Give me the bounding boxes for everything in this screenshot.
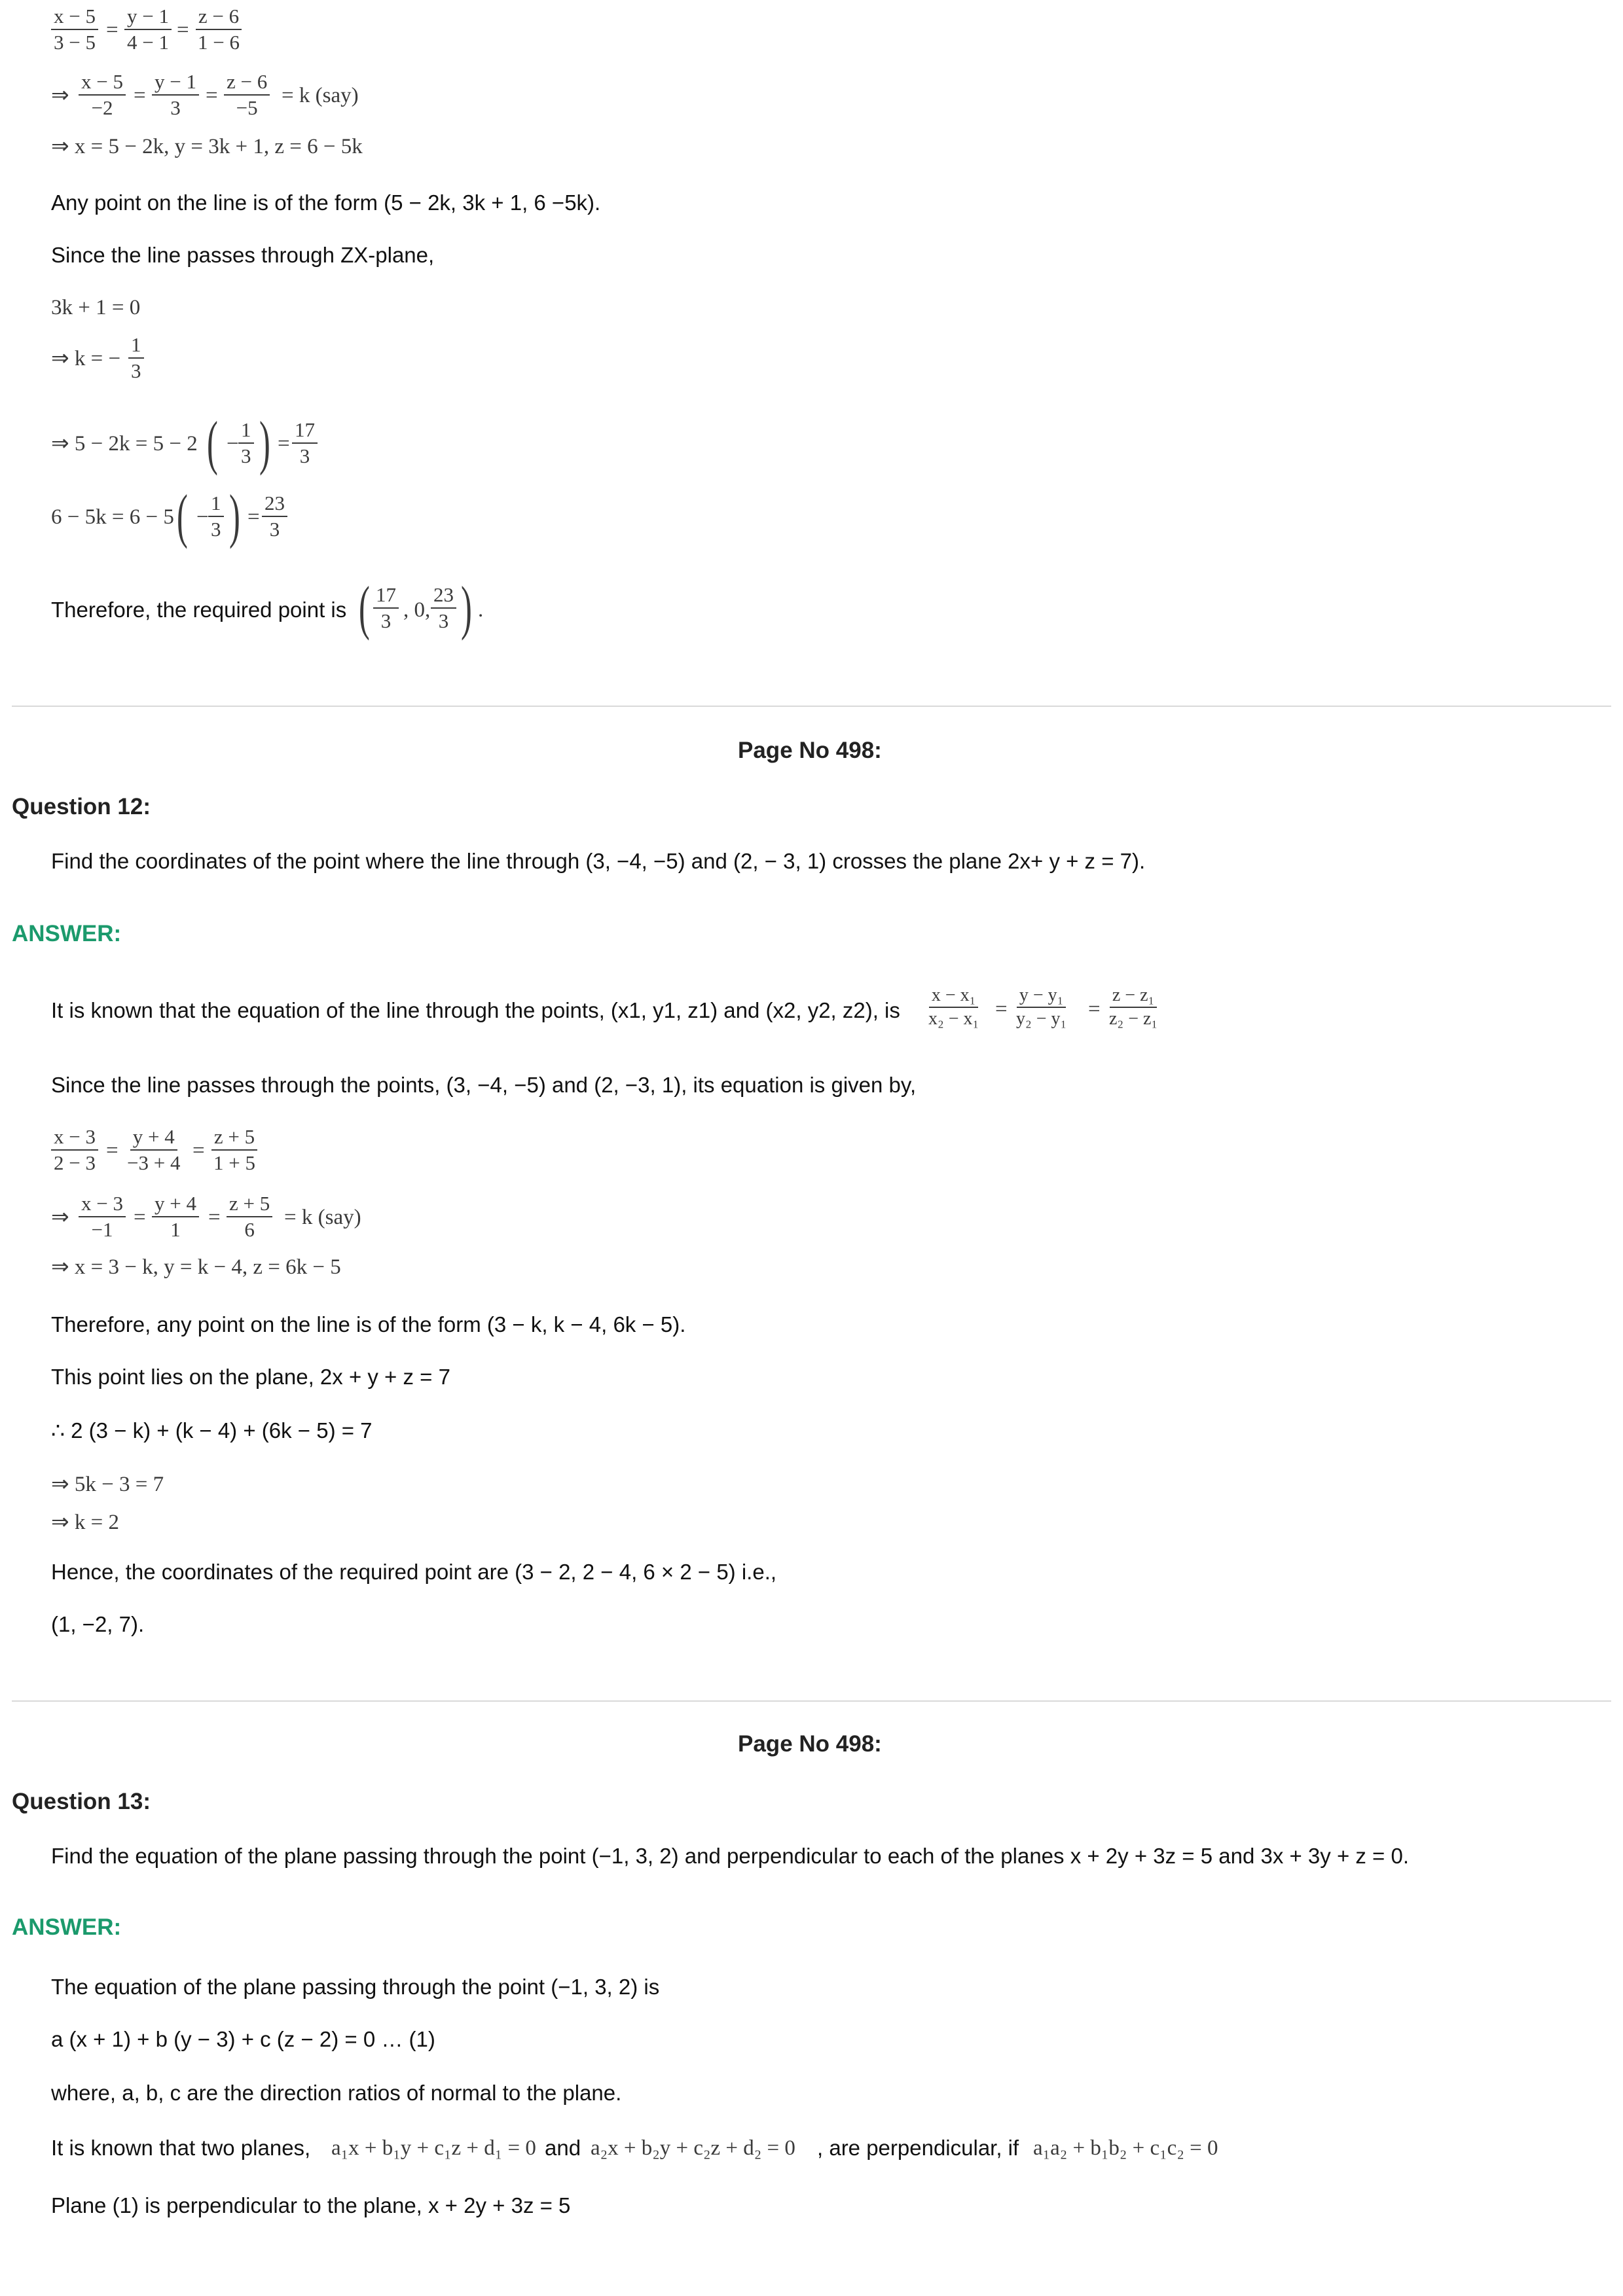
result-text: (1, −2, 7).: [51, 1612, 145, 1636]
fraction: $\frac{x - 5}{-2}$: [79, 69, 126, 120]
fraction: $\frac{y - 1}{4 - 1}$: [124, 4, 172, 55]
plane-equation-text: The equation of the plane passing through the point (−1, 3, 2) is: [51, 1975, 660, 1999]
question-13-text: Find the equation of the plane passing through the point (−1, 3, 2) and perpendicular to each of the planes x + 2y + 3z = 5 and 3x + 3y + z = 0.: [51, 1844, 1410, 1868]
any-point-text: Any point on the line is of the form (5 − 2k, 3k + 1, 6 −5k).: [51, 190, 601, 215]
step-equation-1: ⇒ 5k − 3 = 7: [51, 1473, 164, 1496]
fraction: $\frac{1}{3}$: [128, 332, 144, 384]
fraction: $\frac{1}{3}$: [238, 418, 254, 469]
answer-label: ANSWER:: [12, 1914, 122, 1940]
hence-text: Hence, the coordinates of the required point are (3 − 2, 2 − 4, 6 × 2 − 5) i.e.,: [51, 1560, 777, 1584]
plane-1-perpendicular-text: Plane (1) is perpendicular to the plane, x + 2y + 3z = 5: [51, 2193, 571, 2217]
fraction: $\frac{x - 5}{3 - 5}$: [51, 4, 98, 55]
fraction: $\frac{y + 4}{1}$: [152, 1191, 199, 1242]
substitution-equation: ∴ 2 (3 − k) + (k − 4) + (6k − 5) = 7: [51, 1418, 373, 1443]
plane-equation-1: a (x + 1) + b (y − 3) + c (z − 2) = 0 … (1): [51, 2027, 435, 2051]
since-points-text: Since the line passes through the points, (3, −4, −5) and (2, −3, 1), its equation is given by,: [51, 1073, 917, 1097]
question-12-text: Find the coordinates of the point where the line through (3, −4, −5) and (2, − 3, 1) crosses the plane 2x+ y + z = 7).: [51, 849, 1146, 873]
fraction: $\frac{\text{x − x₁}}{\text{x₂ − x₁}}$: [928, 985, 979, 1029]
step-equation-2: ⇒ k = 2: [51, 1511, 120, 1534]
equation-3k: 3k + 1 = 0: [51, 296, 141, 319]
fraction: $\frac{\text{y − y₁}}{\text{y₂ − y₁}}$: [1016, 985, 1067, 1029]
top-equation-line-3: ⇒ x = 5 − 2k, y = 3k + 1, z = 6 − 5k: [51, 135, 363, 158]
answer-label: ANSWER:: [12, 921, 122, 946]
section-divider: [12, 706, 1611, 707]
fraction: $\frac{17}{3}$: [292, 418, 318, 469]
fraction: $\frac{17}{3}$: [373, 583, 399, 634]
page-number-label: Page No 498:: [738, 738, 882, 763]
question-12-label: Question 12:: [12, 794, 151, 819]
direction-ratios-text: where, a, b, c are the direction ratios of normal to the plane.: [51, 2081, 622, 2105]
fraction: $\frac{z - 6}{-5}$: [224, 69, 270, 120]
section-divider: [12, 1700, 1611, 1702]
fraction: $\frac{\text{z − z₁}}{\text{z₂ − z₁}}$: [1109, 985, 1158, 1029]
fraction: $\frac{y - 1}{3}$: [152, 69, 199, 120]
since-zx-text: Since the line passes through ZX-plane,: [51, 243, 435, 267]
fraction: $\frac{z + 5}{1 + 5}$: [211, 1124, 258, 1175]
fraction: $\frac{z - 6}{1 - 6}$: [195, 4, 242, 55]
fraction: $\frac{x - 3}{2 - 3}$: [51, 1124, 98, 1175]
fraction: $\frac{y + 4}{-3 + 4}$: [127, 1125, 181, 1174]
q12-equation-line-3: ⇒ x = 3 − k, y = k − 4, z = 6k − 5: [51, 1255, 341, 1279]
page-number-label: Page No 498:: [738, 1731, 882, 1757]
fraction: $\frac{1}{3}$: [208, 491, 224, 542]
fraction: $\frac{x - 3}{-1}$: [79, 1191, 126, 1242]
fraction: $\frac{z + 5}{6}$: [227, 1191, 272, 1242]
form-text: Therefore, any point on the line is of the form (3 − k, k − 4, 6k − 5).: [51, 1312, 686, 1336]
lies-on-plane-text: This point lies on the plane, 2x + y + z = 7: [51, 1365, 450, 1389]
fraction: $\frac{23}{3}$: [262, 491, 287, 542]
question-13-label: Question 13:: [12, 1789, 151, 1814]
fraction: $\frac{23}{3}$: [431, 583, 456, 634]
